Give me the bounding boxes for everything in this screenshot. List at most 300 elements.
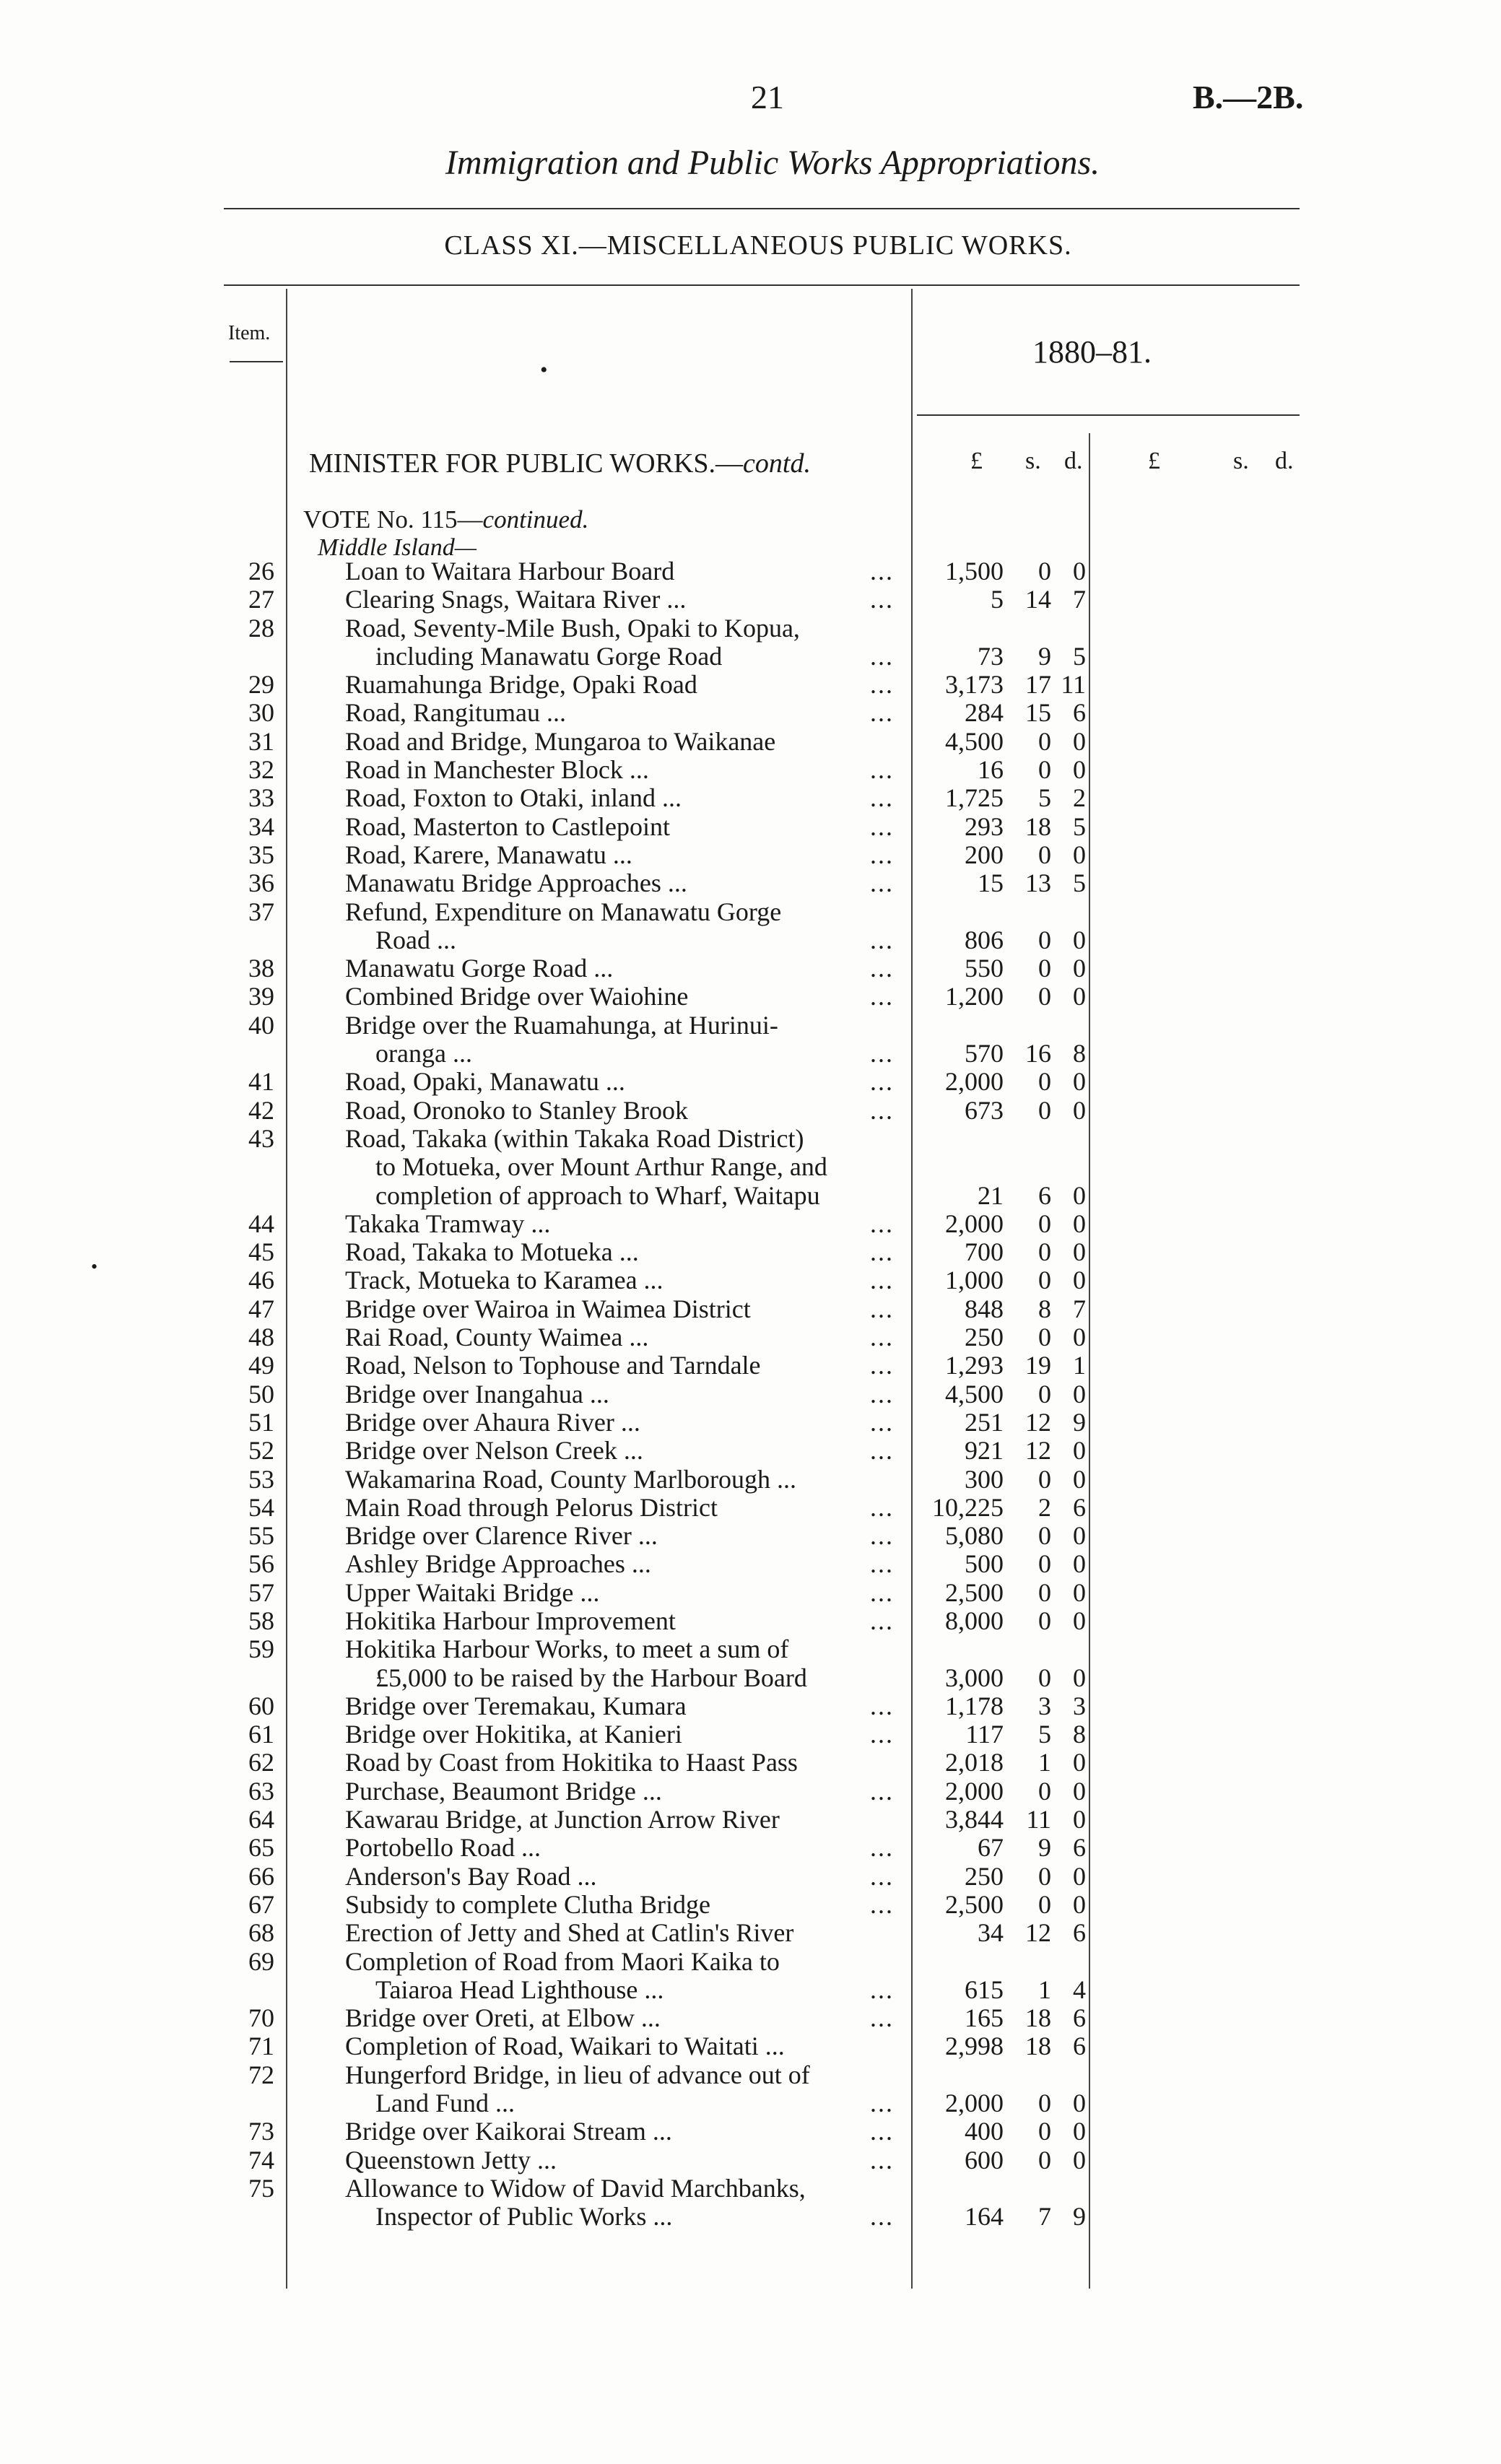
item-description [345,841,894,869]
vote-heading: VOTE No. 115—continued. [303,505,589,534]
item-description [345,784,894,812]
item-number: 30 [248,698,274,728]
amount-shillings: 12 [1025,1407,1051,1437]
item-number: 59 [248,1634,274,1664]
item-description [345,983,894,1011]
description-text: Bridge over the Ruamahunga, at Hurinui- [345,1010,778,1040]
amount-shillings: 12 [1025,1918,1051,1948]
amount-pence: 6 [1073,698,1086,728]
amount-pence: 2 [1073,783,1086,813]
amount-pence: 0 [1073,1663,1086,1692]
amount-pence: 0 [1073,1323,1086,1352]
item-number: 31 [248,726,274,756]
item-number: 32 [248,755,274,785]
leader-dots: ... [870,2089,894,2118]
item-number: 28 [248,613,274,643]
leader-dots: ... [870,557,894,585]
description-text: Refund, Expenditure on Manawatu Gorge [345,897,782,926]
item-description [345,2174,894,2232]
amount-pence: 0 [1073,726,1086,756]
amount-pence: 0 [1073,1095,1086,1125]
item-description [345,2032,894,2060]
amount-pounds: 400 [965,2117,1004,2146]
amount-pence: 7 [1073,1294,1086,1323]
item-description [345,2146,894,2174]
pound-col-head-1: £ [970,448,983,474]
leader-dots: ... [870,925,894,954]
leader-dots: ... [870,1606,894,1635]
item-number: 53 [248,1464,274,1494]
table-row [0,1238,1501,1266]
item-description [345,671,894,699]
item-number: 68 [248,1918,274,1948]
amount-pounds: 4,500 [945,1379,1004,1409]
amount-pence: 0 [1073,557,1086,585]
amount-pounds: 500 [965,1549,1004,1579]
amount-shillings: 0 [1038,1776,1051,1806]
amount-pence: 0 [1073,1067,1086,1097]
item-description [345,1351,894,1380]
item-number: 48 [248,1323,274,1352]
amount-shillings: 16 [1025,1039,1051,1068]
amount-shillings: 0 [1038,557,1051,585]
description-text: Road in Manchester Block ... [345,755,649,785]
leader-dots: ... [870,1067,894,1097]
description-text: Bridge over Clarence River ... [345,1521,658,1551]
leader-dots: ... [870,641,894,671]
item-description [345,1323,894,1351]
amount-shillings: 0 [1038,2089,1051,2118]
amount-pence: 0 [1073,1748,1086,1777]
item-number: 45 [248,1237,274,1267]
amount-pounds: 3,000 [945,1663,1004,1692]
table-row [0,1097,1501,1125]
amount-pounds: 600 [965,2145,1004,2174]
description-text: Road, Takaka (within Takaka Road District) [345,1123,804,1153]
description-text: Bridge over Hokitika, at Kanieri [345,1720,682,1749]
amount-pounds: 550 [965,954,1004,983]
amount-shillings: 3 [1038,1691,1051,1720]
description-text: Portobello Road ... [345,1833,541,1863]
amount-shillings: 15 [1025,698,1051,728]
amount-pounds: 34 [978,1918,1004,1948]
description-text: Purchase, Beaumont Bridge ... [345,1776,662,1806]
amount-pounds: 250 [965,1323,1004,1352]
amount-pence: 0 [1073,982,1086,1011]
leader-dots: ... [870,1436,894,1466]
item-number: 64 [248,1805,274,1834]
amount-pounds: 165 [965,2003,1004,2033]
item-number: 35 [248,840,274,869]
amount-pounds: 10,225 [932,1492,1004,1522]
amount-shillings: 18 [1025,2003,1051,2033]
pound-col-head-2: £ [1148,448,1160,474]
item-description [345,728,894,756]
item-description [345,1437,894,1465]
item-number: 69 [248,1946,274,1976]
amount-shillings: 0 [1038,1861,1051,1891]
item-number: 46 [248,1266,274,1295]
item-number: 51 [248,1407,274,1437]
item-number: 54 [248,1492,274,1522]
leader-dots: ... [870,1039,894,1068]
amount-pence: 0 [1073,2145,1086,2174]
amount-pence: 0 [1073,1436,1086,1466]
table-row [0,1891,1501,1919]
leader-dots: ... [870,1776,894,1806]
amount-pounds: 300 [965,1464,1004,1494]
item-description [345,1863,894,1891]
item-number: 73 [248,2117,274,2146]
item-number: 38 [248,954,274,983]
description-text: Road and Bridge, Mungaroa to Waikanae [345,726,776,756]
leader-dots: ... [870,2202,894,2232]
amount-shillings: 8 [1038,1294,1051,1323]
amount-pence: 9 [1073,2202,1086,2232]
item-description [345,1579,894,1607]
table-row [0,1266,1501,1294]
description-text: including Manawatu Gorge Road [375,641,723,671]
amount-shillings: 0 [1038,925,1051,954]
table-row [0,813,1501,841]
amount-pence: 3 [1073,1691,1086,1720]
item-description [345,1692,894,1720]
description-text: Hokitika Harbour Works, to meet a sum of [345,1634,789,1664]
table-row [0,869,1501,897]
amount-pounds: 2,000 [945,1209,1004,1238]
amount-pounds: 1,000 [945,1266,1004,1295]
table-row [0,1948,1501,2005]
top-rule [224,208,1300,209]
amount-pence: 0 [1073,1776,1086,1806]
amount-pence: 11 [1061,670,1086,700]
amount-pounds: 921 [965,1436,1004,1466]
amount-shillings: 0 [1038,2117,1051,2146]
amount-shillings: 1 [1038,1975,1051,2004]
item-number: 26 [248,557,274,585]
amount-pounds: 164 [965,2202,1004,2232]
description-text: oranga ... [375,1039,472,1068]
description-text: Takaka Tramway ... [345,1209,551,1238]
amount-pounds: 2,500 [945,1577,1004,1607]
amount-pounds: 200 [965,840,1004,869]
items-table [0,557,1501,2232]
item-description [345,1720,894,1749]
description-text: Erection of Jetty and Shed at Catlin's River [345,1918,794,1948]
description-text: Manawatu Gorge Road ... [345,954,614,983]
item-description [345,1635,894,1692]
item-number: 60 [248,1691,274,1720]
amount-pounds: 117 [965,1720,1004,1749]
leader-dots: ... [870,811,894,841]
header-rule [224,284,1300,286]
leader-dots: ... [870,2145,894,2174]
class-title: CLASS XI.—MISCELLANEOUS PUBLIC WORKS. [444,230,1072,261]
leader-dots: ... [870,2117,894,2146]
amount-shillings: 0 [1038,954,1051,983]
description-text: to Motueka, over Mount Arthur Range, and [375,1152,827,1182]
shilling-col-head-1: s. [1025,448,1041,474]
amount-shillings: 11 [1026,1805,1051,1834]
leader-dots: ... [870,1861,894,1891]
description-text: Road, Masterton to Castlepoint [345,811,670,841]
amount-pounds: 700 [965,1237,1004,1267]
leader-dots: ... [870,585,894,614]
amount-shillings: 14 [1025,585,1051,614]
amount-shillings: 7 [1038,2202,1051,2232]
item-number: 41 [248,1067,274,1097]
amount-pence: 0 [1073,1379,1086,1409]
table-row [0,2032,1501,2060]
amount-pence: 8 [1073,1039,1086,1068]
leader-dots: ... [870,1209,894,1238]
description-text: Road, Opaki, Manawatu ... [345,1067,625,1097]
margin-mark: • [91,1256,98,1277]
amount-shillings: 0 [1038,1889,1051,1919]
item-description [345,1494,894,1522]
amount-pence: 5 [1073,869,1086,898]
amount-pence: 6 [1073,1492,1086,1522]
leader-dots: ... [870,2003,894,2033]
amount-shillings: 0 [1038,840,1051,869]
item-description [345,1210,894,1238]
amount-shillings: 0 [1038,726,1051,756]
amount-pence: 0 [1073,1606,1086,1635]
item-number: 62 [248,1748,274,1777]
description-text: Bridge over Nelson Creek ... [345,1436,643,1466]
item-number: 52 [248,1436,274,1466]
leader-dots: ... [870,1407,894,1437]
item-description [345,1238,894,1266]
amount-shillings: 0 [1038,1237,1051,1267]
item-number: 44 [248,1209,274,1238]
leader-dots: ... [870,840,894,869]
table-row [0,1692,1501,1720]
item-number: 65 [248,1833,274,1863]
table-row [0,1607,1501,1635]
item-description [345,2117,894,2146]
amount-pounds: 2,018 [945,1748,1004,1777]
amount-shillings: 1 [1038,1748,1051,1777]
description-text: Road ... [375,925,456,954]
pence-col-head-1: d. [1064,448,1083,474]
item-number: 57 [248,1577,274,1607]
table-row [0,1919,1501,1947]
item-number: 74 [248,2145,274,2174]
pence-col-head-2: d. [1275,448,1294,474]
description-text: Queenstown Jetty ... [345,2145,557,2174]
item-description [345,1777,894,1806]
description-text: Road, Karere, Manawatu ... [345,840,632,869]
table-row [0,1579,1501,1607]
leader-dots: ... [870,1833,894,1863]
item-number: 72 [248,2060,274,2089]
table-row [0,671,1501,699]
table-row [0,2174,1501,2232]
leader-dots: ... [870,1294,894,1323]
amount-pence: 6 [1073,1833,1086,1863]
amount-pence: 5 [1073,641,1086,671]
amount-shillings: 18 [1025,2032,1051,2061]
description-text: Road, Nelson to Tophouse and Tarndale [345,1351,761,1380]
item-description [345,1948,894,2005]
amount-pounds: 293 [965,811,1004,841]
document-reference: B.—2B. [1193,79,1304,116]
item-description [345,1891,894,1919]
leader-dots: ... [870,954,894,983]
amount-pence: 0 [1073,954,1086,983]
amount-pounds: 15 [978,869,1004,898]
item-description [345,1295,894,1323]
amount-pence: 4 [1073,1975,1086,2004]
amount-pence: 0 [1073,1889,1086,1919]
amount-pence: 7 [1073,585,1086,614]
amount-pounds: 1,725 [945,783,1004,813]
description-text: Rai Road, County Waimea ... [345,1323,649,1352]
amount-shillings: 0 [1038,1379,1051,1409]
item-number: 63 [248,1776,274,1806]
amount-shillings: 0 [1038,1663,1051,1692]
item-description [345,1011,894,1068]
item-number: 34 [248,811,274,841]
table-row [0,1494,1501,1522]
table-row [0,898,1501,955]
description-text: Road, Foxton to Otaki, inland ... [345,783,682,813]
item-number: 58 [248,1606,274,1635]
minister-heading: MINISTER FOR PUBLIC WORKS.—contd. [309,448,811,479]
amount-pence: 0 [1073,1577,1086,1607]
leader-dots: ... [870,755,894,785]
leader-dots: ... [870,670,894,700]
amount-shillings: 9 [1038,641,1051,671]
page-number: 21 [751,79,784,116]
amount-pounds: 673 [965,1095,1004,1125]
item-description [345,2061,894,2118]
description-text: Inspector of Public Works ... [375,2202,673,2232]
amount-pence: 5 [1073,811,1086,841]
description-text: Manawatu Bridge Approaches ... [345,869,687,898]
item-number: 50 [248,1379,274,1409]
page-subtitle: Immigration and Public Works Appropriations. [445,144,1100,182]
description-text: completion of approach to Wharf, Waitapu [375,1180,820,1210]
description-text: £5,000 to be raised by the Harbour Board [375,1663,807,1692]
description-text: Road by Coast from Hokitika to Haast Pass [345,1748,798,1777]
leader-dots: ... [870,698,894,728]
item-description [345,1834,894,1862]
description-text: Hungerford Bridge, in lieu of advance out of [345,2060,810,2089]
amount-shillings: 0 [1038,1464,1051,1494]
description-text: Hokitika Harbour Improvement [345,1606,676,1635]
leader-dots: ... [870,1492,894,1522]
amount-pounds: 5,080 [945,1521,1004,1551]
amount-pence: 0 [1073,1266,1086,1295]
table-row [0,1323,1501,1351]
amount-pounds: 16 [978,755,1004,785]
description-text: Road, Seventy-Mile Bush, Opaki to Kopua, [345,613,800,643]
table-row [0,614,1501,671]
amount-pounds: 1,178 [945,1691,1004,1720]
amount-shillings: 5 [1038,783,1051,813]
description-text: Bridge over Ahaura River ... [345,1407,640,1437]
table-row [0,1635,1501,1692]
amount-pence: 0 [1073,1237,1086,1267]
item-description [345,1919,894,1947]
table-row [0,1806,1501,1834]
item-number: 33 [248,783,274,813]
table-row [0,954,1501,983]
amount-pence: 0 [1073,1521,1086,1551]
description-text: Road, Oronoko to Stanley Brook [345,1095,688,1125]
amount-pounds: 3,844 [945,1805,1004,1834]
amount-pence: 0 [1073,2117,1086,2146]
item-number: 29 [248,670,274,700]
leader-dots: ... [870,1323,894,1352]
item-description [345,1068,894,1096]
leader-dots: ... [870,1889,894,1919]
amount-shillings: 0 [1038,982,1051,1011]
table-row [0,1437,1501,1465]
amount-shillings: 0 [1038,1549,1051,1579]
table-row [0,756,1501,784]
amount-pounds: 251 [965,1407,1004,1437]
amount-shillings: 0 [1038,1521,1051,1551]
item-description [345,614,894,671]
amount-pence: 0 [1073,2089,1086,2118]
leader-dots: ... [870,1521,894,1551]
item-description [345,1409,894,1437]
leader-dots: ... [870,1095,894,1125]
amount-pounds: 5 [991,585,1004,614]
item-description [345,1550,894,1578]
amount-shillings: 17 [1025,670,1051,700]
year-column-label: 1880–81. [1032,334,1152,370]
description-text: Road, Takaka to Motueka ... [345,1237,639,1267]
item-number: 56 [248,1549,274,1579]
amount-pounds: 1,200 [945,982,1004,1011]
amount-pounds: 615 [965,1975,1004,2004]
item-description [345,1125,894,1210]
item-description [345,869,894,897]
table-row [0,983,1501,1011]
item-number: 67 [248,1889,274,1919]
leader-dots: ... [870,783,894,813]
description-text: Clearing Snags, Waitara River ... [345,585,687,614]
amount-shillings: 0 [1038,2145,1051,2174]
amount-pence: 0 [1073,755,1086,785]
item-description [345,699,894,727]
amount-shillings: 0 [1038,1323,1051,1352]
item-description [345,756,894,784]
leader-dots: ... [870,982,894,1011]
description-text: Completion of Road from Maori Kaika to [345,1946,780,1976]
table-row [0,1834,1501,1862]
amount-pounds: 21 [978,1180,1004,1210]
table-row [0,1863,1501,1891]
description-text: Bridge over Wairoa in Waimea District [345,1294,751,1323]
region-heading: Middle Island— [318,534,477,561]
amount-pounds: 1,500 [945,557,1004,585]
amount-shillings: 9 [1038,1833,1051,1863]
item-description [345,1266,894,1294]
table-row [0,1550,1501,1578]
description-text: Ruamahunga Bridge, Opaki Road [345,670,697,700]
table-row [0,1777,1501,1806]
description-text: Subsidy to complete Clutha Bridge [345,1889,710,1919]
year-rule [917,414,1300,416]
leader-dots: ... [870,1720,894,1749]
amount-pence: 9 [1073,1407,1086,1437]
item-number: 42 [248,1095,274,1125]
